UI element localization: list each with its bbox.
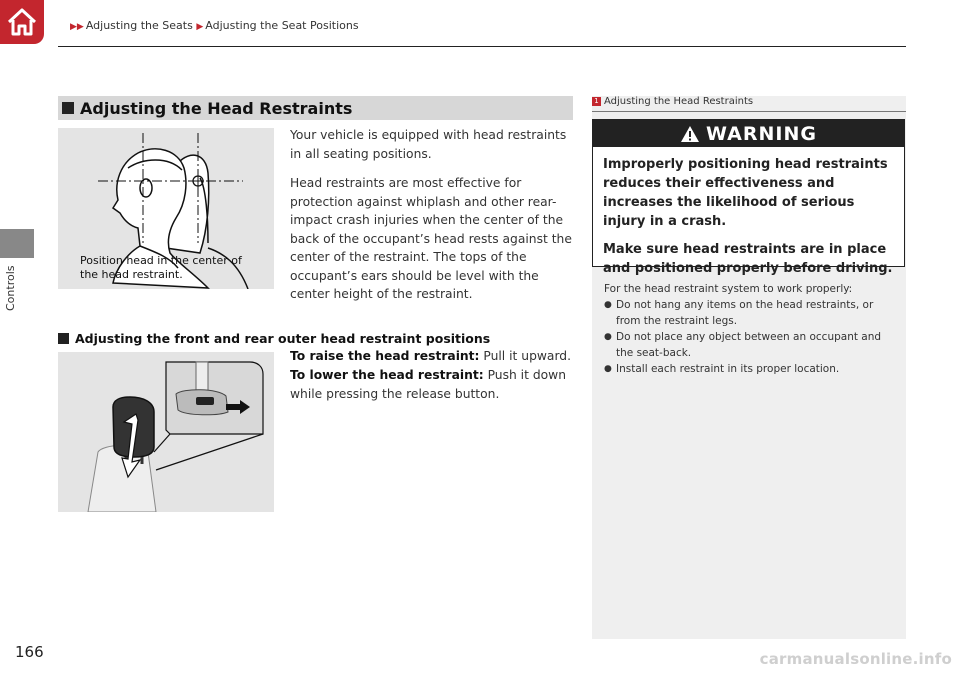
note-item: ● Do not hang any items on the head restraints, or from the restraint legs. — [604, 297, 900, 329]
head-restraint-adjust-figure — [58, 352, 274, 512]
breadcrumb-arrow-icon: ▶ — [196, 22, 204, 32]
section-square-icon — [62, 102, 74, 114]
warning-box — [592, 119, 905, 276]
warning-triangle-icon — [680, 125, 700, 143]
sidebar-note — [604, 281, 900, 377]
page-number: 166 — [15, 643, 44, 661]
warning-paragraph-2: Make sure head restraints are in place and positioned properly before driving. — [603, 242, 893, 276]
section-body — [290, 126, 575, 315]
breadcrumb-item-seats[interactable]: Adjusting the Seats — [85, 19, 193, 32]
warning-title: WARNING — [706, 122, 817, 145]
home-icon — [6, 7, 38, 37]
sidebar-reference[interactable] — [592, 96, 753, 107]
lower-label: To lower the head restraint: — [290, 368, 484, 382]
chapter-tab-marker[interactable] — [0, 229, 34, 258]
raise-text: Pull it upward. — [483, 349, 572, 363]
sidebar-title: Adjusting the Head Restraints — [604, 96, 754, 107]
breadcrumb — [70, 19, 359, 32]
adjust-instructions — [290, 347, 580, 404]
watermark: carmanualsonline.info — [759, 650, 952, 668]
breadcrumb-item-seat-positions[interactable]: Adjusting the Seat Positions — [205, 19, 359, 32]
subsection-square-icon — [58, 333, 69, 344]
section-header — [58, 96, 573, 120]
body-paragraph-1: Your vehicle is equipped with head restraints in all seating positions. — [290, 128, 567, 161]
note-list — [604, 297, 900, 377]
figure-caption: Position head in the center of the head restraint. — [80, 254, 242, 281]
head-position-figure — [58, 128, 274, 289]
warning-header — [593, 120, 904, 147]
adjust-illustration — [58, 352, 274, 512]
header-divider — [58, 46, 906, 47]
raise-label: To raise the head restraint: — [290, 349, 480, 363]
subsection-header — [58, 331, 490, 346]
note-item: ● Do not place any object between an occupant and the seat-back. — [604, 329, 900, 361]
home-button[interactable] — [0, 0, 44, 44]
subsection-title: Adjusting the front and rear outer head restraint positions — [75, 331, 491, 346]
section-title: Adjusting the Head Restraints — [80, 98, 353, 118]
note-intro: For the head restraint system to work properly: — [604, 283, 853, 295]
lower-text: Push it down while pressing the release button. — [290, 368, 567, 401]
sidebar-divider — [592, 111, 906, 112]
body-paragraph-2: Head restraints are most effective for protection against whiplash and other rear-impact crash injuries when the center of the back of the occupant’s head rests against the center of the restraint. The tops of the occupant’s ears should be level with the center height of the restraint. — [290, 176, 572, 301]
warning-body — [593, 147, 904, 278]
warning-paragraph-1: Improperly positioning head restraints reduces their effectiveness and increases the likelihood of serious injury in a crash. — [603, 157, 888, 229]
chapter-tab-label: Controls — [4, 265, 17, 311]
reference-tag-icon: 1 — [592, 97, 601, 106]
note-item: ● Install each restraint in its proper location. — [604, 361, 900, 377]
breadcrumb-arrow-icon: ▶▶ — [70, 22, 84, 32]
